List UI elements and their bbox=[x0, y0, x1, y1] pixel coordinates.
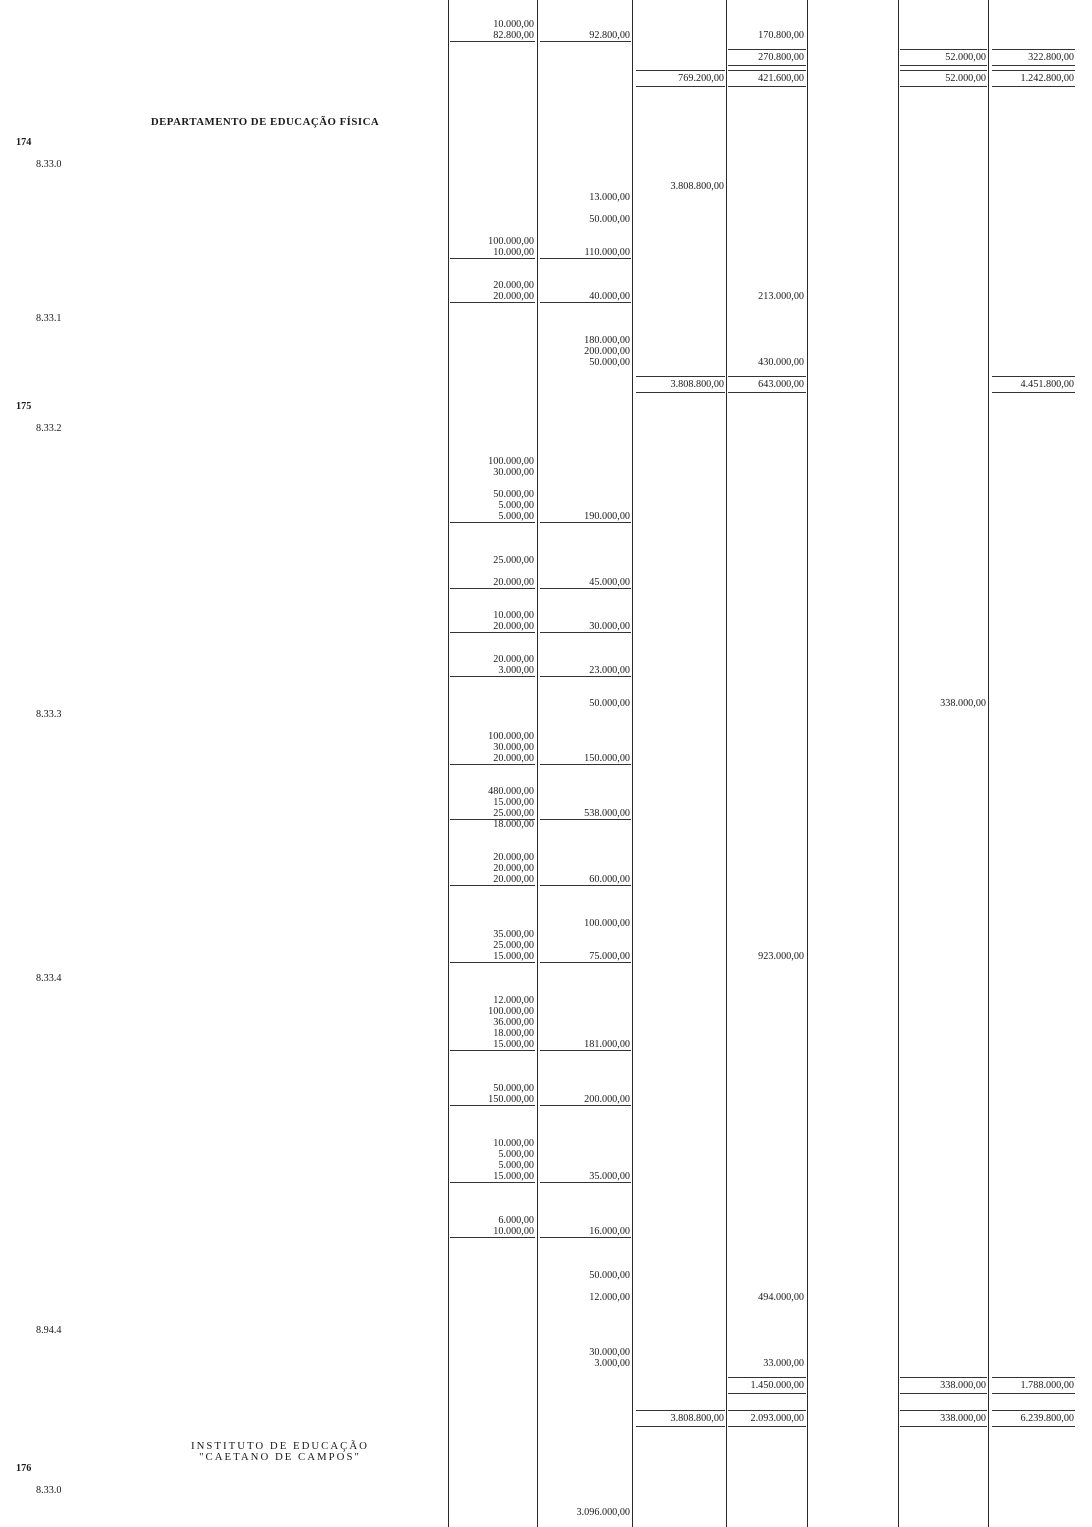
total-rule bbox=[992, 392, 1075, 393]
ledger-row bbox=[0, 1160, 1092, 1171]
amount-c1: 10.000,00 bbox=[493, 19, 534, 30]
total-rule bbox=[728, 1410, 806, 1411]
ledger-row bbox=[0, 599, 1092, 610]
amount-c1: 20.000,00 bbox=[493, 874, 534, 885]
ledger-row bbox=[0, 709, 1092, 720]
total-rule bbox=[728, 1377, 806, 1378]
ledger-row bbox=[0, 852, 1092, 863]
classification-code: 8.33.3 bbox=[36, 709, 62, 720]
ledger-row bbox=[0, 753, 1092, 764]
ledger-row bbox=[0, 379, 1092, 390]
total-rule bbox=[728, 1426, 806, 1427]
ledger-row bbox=[0, 808, 1092, 819]
ledger-row bbox=[0, 1474, 1092, 1485]
subtotal-rule bbox=[540, 819, 631, 820]
amount-c2: 3.000,00 bbox=[594, 1358, 630, 1369]
amount-c2: 30.000,00 bbox=[589, 621, 630, 632]
ledger-row bbox=[0, 434, 1092, 445]
total-rule bbox=[728, 392, 806, 393]
amount-c4: 923.000,00 bbox=[758, 951, 804, 962]
total-rule bbox=[992, 65, 1075, 66]
ledger-row bbox=[0, 687, 1092, 698]
total-rule bbox=[636, 86, 725, 87]
ledger-row bbox=[0, 73, 1092, 84]
amount-c2: 100.000,00 bbox=[584, 918, 630, 929]
amount-c2: 3.096.000,00 bbox=[576, 1507, 630, 1518]
amount-c1: 18.000,00 bbox=[493, 819, 534, 830]
ledger-row bbox=[0, 786, 1092, 797]
classification-code: 8.33.4 bbox=[36, 973, 62, 984]
amount-c6: 52.000,00 bbox=[945, 52, 986, 63]
ledger-row bbox=[0, 181, 1092, 192]
amount-c3: 3.808.800,00 bbox=[670, 181, 724, 192]
amount-c4: 494.000,00 bbox=[758, 1292, 804, 1303]
classification-code: 8.33.0 bbox=[36, 1485, 62, 1496]
subtotal-rule bbox=[450, 258, 535, 259]
ledger-row bbox=[0, 324, 1092, 335]
ledger-row bbox=[0, 1028, 1092, 1039]
ledger-row bbox=[0, 1017, 1092, 1028]
ledger-row bbox=[0, 489, 1092, 500]
amount-c4: 421.600,00 bbox=[758, 73, 804, 84]
amount-c2: 16.000,00 bbox=[589, 1226, 630, 1237]
amount-c4: 33.000,00 bbox=[763, 1358, 804, 1369]
total-rule bbox=[728, 376, 806, 377]
ledger-row bbox=[0, 1006, 1092, 1017]
ledger-row bbox=[0, 643, 1092, 654]
amount-c7: 322.800,00 bbox=[1028, 52, 1074, 63]
ledger-row bbox=[0, 500, 1092, 511]
verba-number: 174 bbox=[16, 137, 32, 148]
total-rule bbox=[900, 86, 987, 87]
ledger-row bbox=[0, 907, 1092, 918]
subtotal-rule bbox=[450, 632, 535, 633]
ledger-row bbox=[0, 225, 1092, 236]
subtotal-rule bbox=[540, 962, 631, 963]
amount-c1: 30.000,00 bbox=[493, 467, 534, 478]
amount-c1: 20.000,00 bbox=[493, 863, 534, 874]
amount-c1: 25.000,00 bbox=[493, 808, 534, 819]
amount-c1: 5.000,00 bbox=[498, 500, 534, 511]
ledger-row bbox=[0, 412, 1092, 423]
subtotal-rule bbox=[540, 302, 631, 303]
ledger-row bbox=[0, 1270, 1092, 1281]
ledger-row bbox=[0, 170, 1092, 181]
amount-c1: 82.800,00 bbox=[493, 30, 534, 41]
subtotal-rule bbox=[450, 885, 535, 886]
total-rule bbox=[728, 49, 806, 50]
ledger-row bbox=[0, 896, 1092, 907]
subtotal-rule bbox=[450, 764, 535, 765]
ledger-row bbox=[0, 918, 1092, 929]
ledger-row bbox=[0, 731, 1092, 742]
ledger-row bbox=[0, 544, 1092, 555]
ledger-row bbox=[0, 951, 1092, 962]
amount-c1: 150.000,00 bbox=[488, 1094, 534, 1105]
ledger-row bbox=[0, 19, 1092, 30]
amount-c6: 52.000,00 bbox=[945, 73, 986, 84]
total-rule bbox=[992, 86, 1075, 87]
amount-c2: 13.000,00 bbox=[589, 192, 630, 203]
amount-c2: 190.000,00 bbox=[584, 511, 630, 522]
ledger-row bbox=[0, 984, 1092, 995]
subtotal-rule bbox=[450, 1050, 535, 1051]
amount-c1: 20.000,00 bbox=[493, 291, 534, 302]
amount-c1: 36.000,00 bbox=[493, 1017, 534, 1028]
amount-c1: 100.000,00 bbox=[488, 456, 534, 467]
total-rule bbox=[636, 376, 725, 377]
ledger-row bbox=[0, 654, 1092, 665]
institute-heading-line2: "CAETANO DE CAMPOS" bbox=[199, 1451, 361, 1463]
amount-c4: 213.000,00 bbox=[758, 291, 804, 302]
amount-c1: 5.000,00 bbox=[498, 1149, 534, 1160]
ledger-row bbox=[0, 621, 1092, 632]
amount-c3: 3.808.800,00 bbox=[670, 379, 724, 390]
total-rule bbox=[992, 1426, 1075, 1427]
ledger-row bbox=[0, 1292, 1092, 1303]
ledger-row bbox=[0, 1281, 1092, 1292]
total-rule bbox=[900, 49, 987, 50]
ledger-row bbox=[0, 610, 1092, 621]
total-rule bbox=[992, 1377, 1075, 1378]
ledger-row bbox=[0, 1507, 1092, 1518]
amount-c2: 50.000,00 bbox=[589, 1270, 630, 1281]
ledger-row bbox=[0, 467, 1092, 478]
total-rule bbox=[900, 70, 987, 71]
amount-c1: 30.000,00 bbox=[493, 742, 534, 753]
ledger-row bbox=[0, 1325, 1092, 1336]
amount-c2: 23.000,00 bbox=[589, 665, 630, 676]
subtotal-rule bbox=[450, 302, 535, 303]
amount-c2: 50.000,00 bbox=[589, 357, 630, 368]
ledger-row bbox=[0, 1347, 1092, 1358]
ledger-row bbox=[0, 1072, 1092, 1083]
total-rule bbox=[900, 1410, 987, 1411]
amount-c7: 4.451.800,00 bbox=[1020, 379, 1074, 390]
ledger-row bbox=[0, 478, 1092, 489]
amount-c2: 92.800,00 bbox=[589, 30, 630, 41]
subtotal-rule bbox=[450, 588, 535, 589]
total-rule bbox=[900, 1393, 987, 1394]
subtotal-rule bbox=[540, 41, 631, 42]
ledger-row bbox=[0, 698, 1092, 709]
ledger-row bbox=[0, 214, 1092, 225]
total-rule bbox=[992, 49, 1075, 50]
ledger-row bbox=[0, 566, 1092, 577]
ledger-row bbox=[0, 1127, 1092, 1138]
ledger-row bbox=[0, 874, 1092, 885]
ledger-row bbox=[0, 52, 1092, 63]
amount-c2: 200.000,00 bbox=[584, 346, 630, 357]
amount-c4: 2.093.000,00 bbox=[750, 1413, 804, 1424]
ledger-row bbox=[0, 819, 1092, 830]
subtotal-rule bbox=[540, 764, 631, 765]
ledger-row bbox=[0, 1039, 1092, 1050]
amount-c4: 270.800,00 bbox=[758, 52, 804, 63]
ledger-row bbox=[0, 30, 1092, 41]
subtotal-rule bbox=[450, 819, 535, 820]
amount-c1: 15.000,00 bbox=[493, 797, 534, 808]
amount-c2: 50.000,00 bbox=[589, 698, 630, 709]
amount-c1: 20.000,00 bbox=[493, 753, 534, 764]
department-heading: DEPARTAMENTO DE EDUCAÇÃO FÍSICA bbox=[150, 116, 380, 128]
ledger-row bbox=[0, 1259, 1092, 1270]
subtotal-rule bbox=[450, 962, 535, 963]
ledger-row bbox=[0, 280, 1092, 291]
ledger-row bbox=[0, 445, 1092, 456]
amount-c2: 45.000,00 bbox=[589, 577, 630, 588]
ledger-row bbox=[0, 1083, 1092, 1094]
amount-c3: 3.808.800,00 bbox=[670, 1413, 724, 1424]
amount-c3: 769.200,00 bbox=[678, 73, 724, 84]
subtotal-rule bbox=[450, 522, 535, 523]
ledger-row bbox=[0, 1358, 1092, 1369]
total-rule bbox=[636, 392, 725, 393]
total-rule bbox=[992, 1393, 1075, 1394]
ledger-row bbox=[0, 269, 1092, 280]
ledger-row bbox=[0, 1413, 1092, 1424]
amount-c1: 20.000,00 bbox=[493, 280, 534, 291]
amount-c1: 50.000,00 bbox=[493, 1083, 534, 1094]
amount-c1: 25.000,00 bbox=[493, 555, 534, 566]
ledger-row bbox=[0, 1380, 1092, 1391]
institute-heading-line1: INSTITUTO DE EDUCAÇÃO bbox=[191, 1440, 369, 1452]
amount-c1: 6.000,00 bbox=[498, 1215, 534, 1226]
ledger-row bbox=[0, 775, 1092, 786]
amount-c2: 200.000,00 bbox=[584, 1094, 630, 1105]
total-rule bbox=[636, 70, 725, 71]
amount-c1: 12.000,00 bbox=[493, 995, 534, 1006]
amount-c4: 430.000,00 bbox=[758, 357, 804, 368]
ledger-row bbox=[0, 797, 1092, 808]
amount-c1: 480.000,00 bbox=[488, 786, 534, 797]
subtotal-rule bbox=[540, 258, 631, 259]
amount-c1: 50.000,00 bbox=[493, 489, 534, 500]
ledger-row bbox=[0, 1138, 1092, 1149]
ledger-row bbox=[0, 1496, 1092, 1507]
total-rule bbox=[728, 86, 806, 87]
total-rule bbox=[992, 376, 1075, 377]
subtotal-rule bbox=[450, 1182, 535, 1183]
amount-c1: 5.000,00 bbox=[498, 511, 534, 522]
ledger-row bbox=[0, 940, 1092, 951]
amount-c4: 1.450.000,00 bbox=[750, 1380, 804, 1391]
classification-code: 8.33.1 bbox=[36, 313, 62, 324]
subtotal-rule bbox=[540, 885, 631, 886]
subtotal-rule bbox=[540, 632, 631, 633]
ledger-row bbox=[0, 841, 1092, 852]
amount-c2: 60.000,00 bbox=[589, 874, 630, 885]
subtotal-rule bbox=[450, 1237, 535, 1238]
ledger-row bbox=[0, 313, 1092, 324]
amount-c1: 20.000,00 bbox=[493, 621, 534, 632]
amount-c2: 538.000,00 bbox=[584, 808, 630, 819]
amount-c2: 110.000,00 bbox=[584, 247, 630, 258]
ledger-row bbox=[0, 973, 1092, 984]
amount-c1: 10.000,00 bbox=[493, 610, 534, 621]
amount-c1: 5.000,00 bbox=[498, 1160, 534, 1171]
amount-c6: 338.000,00 bbox=[940, 698, 986, 709]
ledger-row bbox=[0, 456, 1092, 467]
ledger-row bbox=[0, 1485, 1092, 1496]
amount-c1: 100.000,00 bbox=[488, 236, 534, 247]
subtotal-rule bbox=[450, 1105, 535, 1106]
verba-number: 175 bbox=[16, 401, 32, 412]
ledger-row bbox=[0, 192, 1092, 203]
ledger-row bbox=[0, 1463, 1092, 1474]
classification-code: 8.94.4 bbox=[36, 1325, 62, 1336]
amount-c7: 6.239.800,00 bbox=[1020, 1413, 1074, 1424]
subtotal-rule bbox=[540, 1237, 631, 1238]
amount-c1: 20.000,00 bbox=[493, 654, 534, 665]
amount-c1: 25.000,00 bbox=[493, 940, 534, 951]
amount-c2: 12.000,00 bbox=[589, 1292, 630, 1303]
ledger-row bbox=[0, 1336, 1092, 1347]
ledger-row bbox=[0, 203, 1092, 214]
amount-c1: 100.000,00 bbox=[488, 731, 534, 742]
total-rule bbox=[636, 1410, 725, 1411]
amount-c2: 181.000,00 bbox=[584, 1039, 630, 1050]
amount-c2: 180.000,00 bbox=[584, 335, 630, 346]
total-rule bbox=[728, 1393, 806, 1394]
amount-c1: 10.000,00 bbox=[493, 247, 534, 258]
total-rule bbox=[992, 70, 1075, 71]
ledger-row bbox=[0, 995, 1092, 1006]
amount-c1: 15.000,00 bbox=[493, 1039, 534, 1050]
amount-c1: 10.000,00 bbox=[493, 1138, 534, 1149]
amount-c1: 18.000,00 bbox=[493, 1028, 534, 1039]
amount-c1: 100.000,00 bbox=[488, 1006, 534, 1017]
ledger-row bbox=[0, 1204, 1092, 1215]
ledger-row bbox=[0, 720, 1092, 731]
ledger-row bbox=[0, 1094, 1092, 1105]
amount-c2: 150.000,00 bbox=[584, 753, 630, 764]
amount-c1: 35.000,00 bbox=[493, 929, 534, 940]
amount-c1: 15.000,00 bbox=[493, 1171, 534, 1182]
amount-c1: 20.000,00 bbox=[493, 852, 534, 863]
ledger-row bbox=[0, 533, 1092, 544]
total-rule bbox=[728, 70, 806, 71]
subtotal-rule bbox=[540, 676, 631, 677]
amount-c2: 35.000,00 bbox=[589, 1171, 630, 1182]
ledger-row bbox=[0, 401, 1092, 412]
amount-c6: 338.000,00 bbox=[940, 1413, 986, 1424]
subtotal-rule bbox=[540, 1050, 631, 1051]
ledger-row bbox=[0, 742, 1092, 753]
ledger-row bbox=[0, 236, 1092, 247]
amount-c7: 1.242.800,00 bbox=[1020, 73, 1074, 84]
amount-c2: 75.000,00 bbox=[589, 951, 630, 962]
verba-number: 176 bbox=[16, 1463, 32, 1474]
subtotal-rule bbox=[540, 1105, 631, 1106]
ledger-row bbox=[0, 357, 1092, 368]
amount-c2: 30.000,00 bbox=[589, 1347, 630, 1358]
classification-code: 8.33.0 bbox=[36, 159, 62, 170]
amount-c2: 40.000,00 bbox=[589, 291, 630, 302]
ledger-row bbox=[0, 665, 1092, 676]
ledger-row bbox=[0, 159, 1092, 170]
amount-c7: 1.788.000,00 bbox=[1020, 1380, 1074, 1391]
amount-c4: 643.000,00 bbox=[758, 379, 804, 390]
ledger-row bbox=[0, 335, 1092, 346]
ledger-row bbox=[0, 423, 1092, 434]
ledger-row bbox=[0, 291, 1092, 302]
amount-c1: 20.000,00 bbox=[493, 577, 534, 588]
total-rule bbox=[992, 1410, 1075, 1411]
ledger-row bbox=[0, 1149, 1092, 1160]
ledger-row bbox=[0, 1226, 1092, 1237]
total-rule bbox=[900, 1377, 987, 1378]
total-rule bbox=[900, 1426, 987, 1427]
ledger-row bbox=[0, 1171, 1092, 1182]
subtotal-rule bbox=[540, 522, 631, 523]
subtotal-rule bbox=[450, 41, 535, 42]
ledger-row bbox=[0, 577, 1092, 588]
ledger-row bbox=[0, 929, 1092, 940]
subtotal-rule bbox=[540, 1182, 631, 1183]
amount-c1: 10.000,00 bbox=[493, 1226, 534, 1237]
subtotal-rule bbox=[450, 676, 535, 677]
classification-code: 8.33.2 bbox=[36, 423, 62, 434]
ledger-row bbox=[0, 511, 1092, 522]
ledger-row bbox=[0, 137, 1092, 148]
total-rule bbox=[636, 1426, 725, 1427]
amount-c1: 15.000,00 bbox=[493, 951, 534, 962]
ledger-row bbox=[0, 555, 1092, 566]
ledger-row bbox=[0, 148, 1092, 159]
ledger-row bbox=[0, 1215, 1092, 1226]
total-rule bbox=[900, 65, 987, 66]
amount-c1: 3.000,00 bbox=[498, 665, 534, 676]
ledger-row bbox=[0, 863, 1092, 874]
amount-c4: 170.800,00 bbox=[758, 30, 804, 41]
ledger-row bbox=[0, 346, 1092, 357]
amount-c6: 338.000,00 bbox=[940, 1380, 986, 1391]
subtotal-rule bbox=[540, 588, 631, 589]
ledger-row bbox=[0, 8, 1092, 19]
total-rule bbox=[728, 65, 806, 66]
amount-c2: 50.000,00 bbox=[589, 214, 630, 225]
ledger-row bbox=[0, 247, 1092, 258]
